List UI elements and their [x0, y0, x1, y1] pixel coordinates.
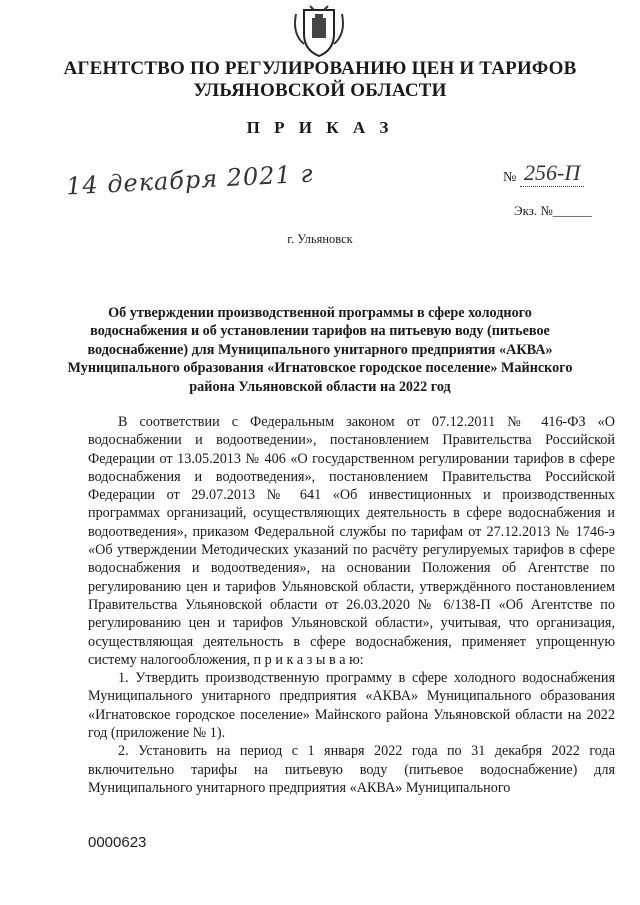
handwritten-number: 256-П: [520, 160, 584, 187]
copy-number-label: Экз. №______: [514, 203, 592, 218]
item-2-paragraph: 2. Установить на период с 1 января 2022 года по 31 декабря 2022 года включительно тарифы на питьевую воду (питьевое водоснабжение) для Муниципального унитарного предприятия «АКВА» Муниципального: [88, 743, 615, 796]
agency-name: [0, 58, 640, 102]
item-1-paragraph: 1. Утвердить производственную программу в сфере холодного водоснабжения Муниципального унитарного предприятия «АКВА» Муниципального образования «Игнатовское городское поселение» Майнского района Ульяновской области на 2022 год (приложение № 1).: [88, 670, 615, 742]
handwritten-date: 14 декабря 2021 г: [65, 159, 315, 201]
city: г. Ульяновск: [287, 232, 353, 246]
agency-name-line1: АГЕНТСТВО ПО РЕГУЛИРОВАНИЮ ЦЕН И ТАРИФОВ: [63, 58, 577, 79]
form-serial-number: 0000623: [88, 834, 147, 851]
document-type: П Р И К А З: [246, 118, 394, 137]
number-label: №: [503, 170, 517, 185]
coat-of-arms-icon: [290, 4, 348, 60]
agency-name-line2: УЛЬЯНОВСКОЙ ОБЛАСТИ: [193, 80, 447, 101]
preamble-paragraph: В соответствии с Федеральным законом от 07.12.2011 № 416-ФЗ «О водоснабжении и водоотведении», постановлением Правительства Российской Федерации от 13.05.2013 № 406 «О государственном регулировании тарифов в сфере водоснабжения и водоотведения», постановлением Правительства Российской Федерации от 29.07.2013 № 641 «Об инвестиционных и производственных программах организаций, осуществляющих деятельность в сфере водоснабжения и водоотведения», приказом Федеральной службы по тарифам от 27.12.2013 № 1746-э «Об утверждении Методических указаний по расчёту регулируемых тарифов в сфере водоснабжения и водоотведения», на основании Положения об Агентстве по регулированию цен и тарифов Ульяновской области, утверждённого постановлением Правительства Ульяновской области от 26.03.2020 № 6/138-П «Об Агентстве по регулированию цен и тарифов Ульяновской области», учитывая, что организация, осуществляющая деятельность в сфере водоснабжения, применяет упрощенную систему налогообложения, п р и к а з ы в а ю:: [88, 414, 615, 668]
document-body: [88, 413, 615, 797]
document-subject: Об утверждении производственной программы в сфере холодного водоснабжения и об установлении тарифов на питьевую воду (питьевое водоснабжение) для Муниципального унитарного предприятия «АКВА» Муниципального образования «Игнатовское городское поселение» Майнского района Ульяновской области на 2022 год: [67, 305, 573, 395]
